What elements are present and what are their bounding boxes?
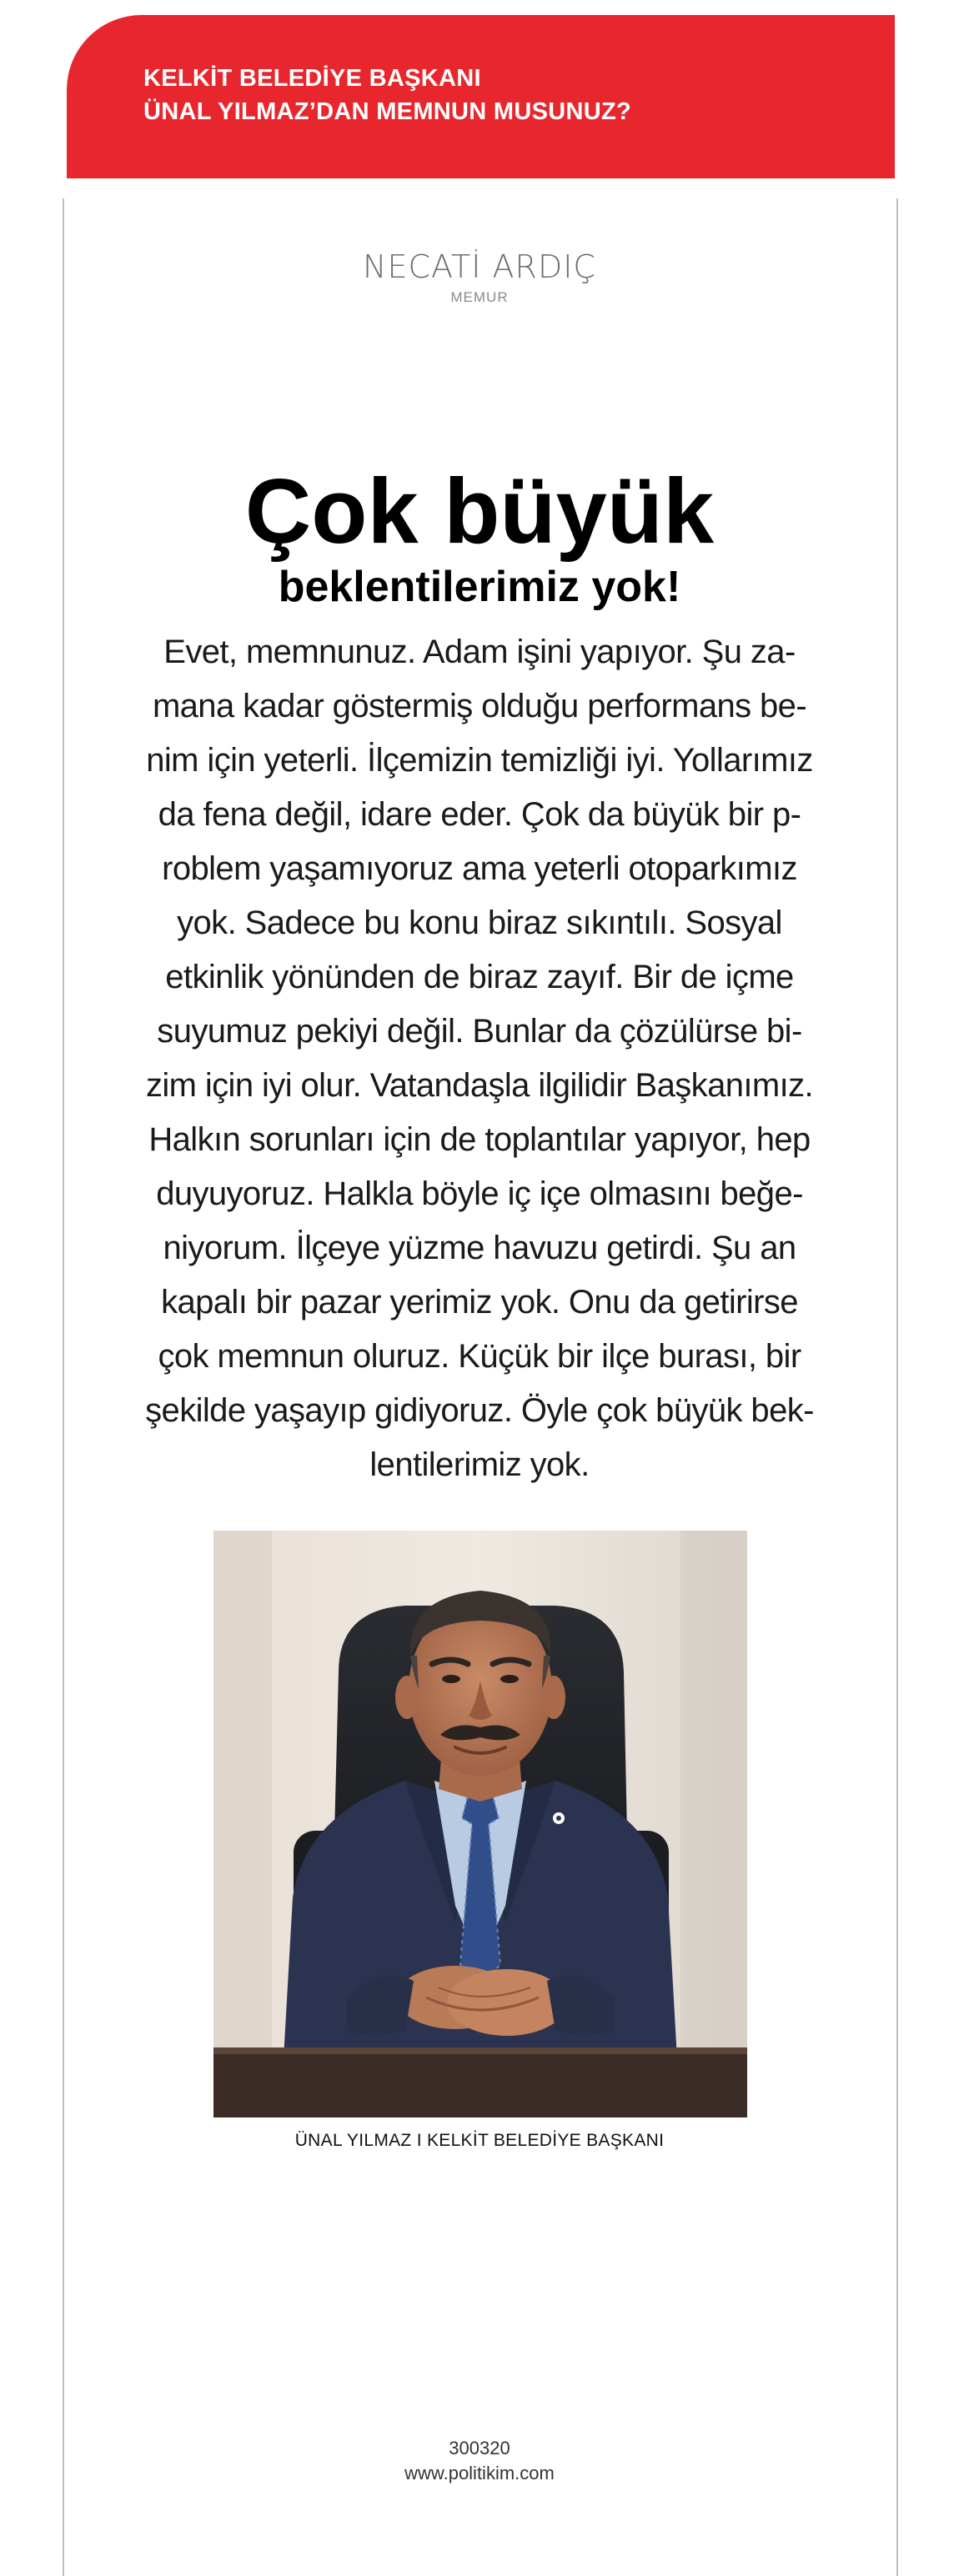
body-line: Evet, memnunuz. Adam işini yapıyor. Şu za- (163, 634, 796, 670)
body-line: mana kadar göstermiş olduğu performans be- (152, 688, 807, 724)
body-line: nim için yeterli. İlçemizin temizliği iyi. Yollarımız (146, 742, 813, 779)
body-line: suyumuz pekiyi değil. Bunlar da çözülürse bi- (157, 1013, 802, 1050)
body-line: etkinlik yönünden de biraz zayıf. Bir de içme (165, 959, 794, 995)
banner-title (143, 62, 631, 128)
article-body (125, 625, 834, 1492)
footer-website: www.politikim.com (404, 2463, 555, 2483)
page-footer (0, 2436, 959, 2486)
banner-title-line-1: KELKİT BELEDİYE BAŞKANI (143, 65, 481, 92)
body-line: duyuyoruz. Halkla böyle iç içe olmasını beğe- (156, 1175, 803, 1212)
author-role: MEMUR (450, 289, 509, 305)
body-line: lentilerimiz yok. (369, 1446, 590, 1483)
body-line: yok. Sadece bu konu biraz sıkıntılı. Sosyal (177, 905, 782, 941)
body-line: çok memnun oluruz. Küçük bir ilçe burası, bir (158, 1338, 801, 1375)
body-line: Halkın sorunları için de toplantılar yapıyor, hep (148, 1121, 811, 1158)
body-line: niyorum. İlçeye yüzme havuzu getirdi. Şu an (163, 1230, 796, 1266)
footer-code: 300320 (449, 2438, 510, 2458)
portrait-photo (213, 1531, 747, 2117)
photo-caption: ÜNAL YILMAZ I KELKİT BELEDİYE BAŞKANI (294, 2131, 665, 2150)
author-name: NECATİ ARDIÇ (363, 248, 596, 285)
body-line: zim için iyi olur. Vatandaşla ilgilidir Başkanımız. (145, 1067, 814, 1104)
body-line: roblem yaşamıyoruz ama yeterli otoparkımız (162, 850, 797, 887)
body-line: da fena değil, idare eder. Çok da büyük bir p- (158, 796, 801, 833)
article-headline: Çok büyük (244, 460, 715, 563)
body-line: şekilde yaşayıp gidiyoruz. Öyle çok büyük bek- (145, 1392, 814, 1429)
banner-title-line-2: ÜNAL YILMAZ’DAN MEMNUN MUSUNUZ? (143, 98, 631, 125)
article-subheadline: beklentilerimiz yok! (278, 563, 681, 611)
author-byline (0, 247, 959, 307)
body-line: kapalı bir pazar yerimiz yok. Onu da getirirse (161, 1284, 798, 1321)
